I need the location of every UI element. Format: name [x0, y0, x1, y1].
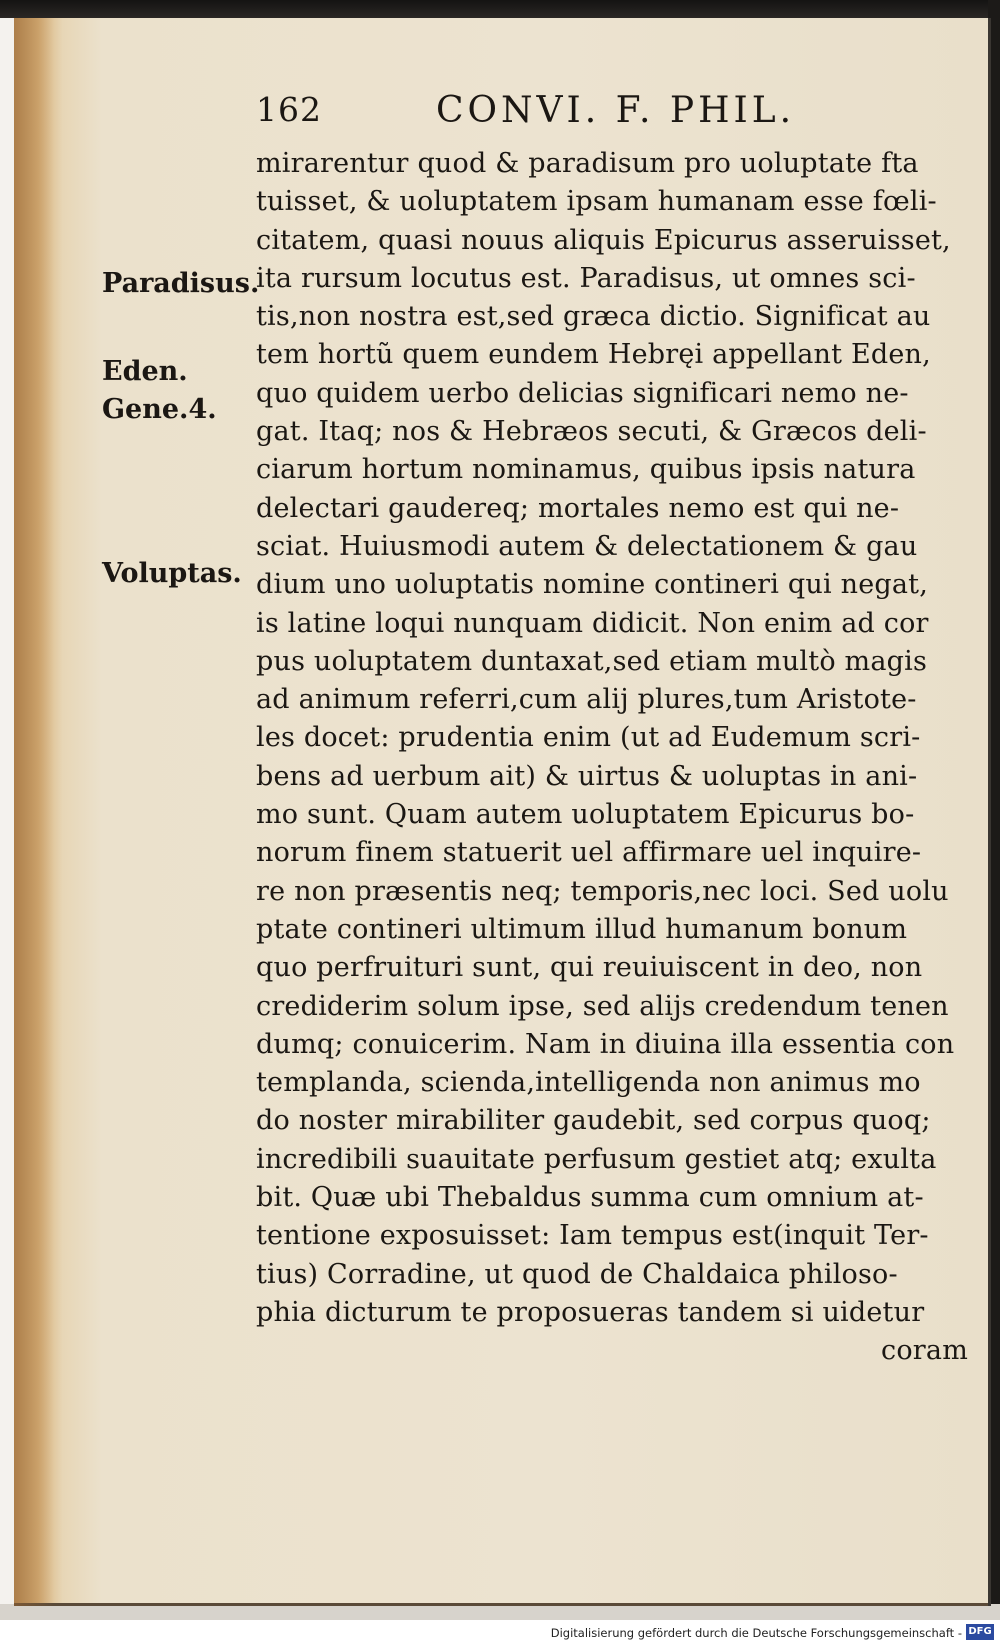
- running-head: CONVI. F. PHIL.: [436, 90, 796, 131]
- text-line: tem hortũ quem eundem Hebręi appellant Eden,: [256, 339, 931, 371]
- text-line: ciarum hortum nominamus, quibus ipsis natura: [256, 454, 916, 486]
- text-line: les docet: prudentia enim (ut ad Eudemum scri-: [256, 722, 921, 754]
- page-gutter: [14, 18, 54, 1606]
- page-number: 162: [256, 90, 322, 129]
- text-line: bens ad uerbum ait) & uirtus & uoluptas in ani-: [256, 760, 918, 792]
- marginal-note-voluptas: Voluptas.: [102, 558, 242, 589]
- text-line: tuisset, & uoluptatem ipsam humanam esse fœli-: [256, 186, 937, 218]
- text-line: citatem, quasi nouus aliquis Epicurus asseruisset,: [256, 224, 951, 256]
- text-line: bit. Quæ ubi Thebaldus summa cum omnium at-: [256, 1182, 924, 1214]
- text-line: tis,non nostra est,sed græca dictio. Significat au: [256, 301, 931, 333]
- text-line: is latine loqui nunquam didicit. Non enim ad cor: [256, 607, 929, 639]
- text-line: crediderim solum ipse, sed alijs credendum tenen: [256, 990, 949, 1022]
- scan-top-border: [0, 0, 1000, 18]
- digitization-footer: [0, 1620, 1000, 1647]
- text-line: mo sunt. Quam autem uoluptatem Epicurus bo-: [256, 799, 915, 831]
- text-line: ptate contineri ultimum illud humanum bonum: [256, 913, 908, 945]
- marginal-note-paradisus: Paradisus.: [102, 268, 260, 299]
- text-line: templanda, scienda,intelligenda non animus mo: [256, 1067, 921, 1099]
- body-text: [256, 145, 976, 1371]
- text-line: dumq; conuicerim. Nam in diuina illa essentia con: [256, 1028, 955, 1060]
- text-line: phia dicturum te proposueras tandem si uidetur: [256, 1296, 925, 1328]
- marginal-note-eden: Eden.: [102, 356, 188, 387]
- funding-credit: Digitalisierung gefördert durch die Deutsche Forschungsgemeinschaft -: [550, 1626, 962, 1640]
- text-line: quo perfruituri sunt, qui reuiuiscent in deo, non: [256, 952, 923, 984]
- text-line: incredibili suauitate perfusum gestiet atq; exulta: [256, 1143, 937, 1175]
- text-line: do noster mirabiliter gaudebit, sed corpus quoq;: [256, 1105, 931, 1137]
- text-line: dium uno uoluptatis nomine contineri qui negat,: [256, 569, 928, 601]
- text-line: ita rursum locutus est. Paradisus, ut omnes sci-: [256, 262, 916, 294]
- text-line: tentione exposuisset: Iam tempus est(inquit Ter-: [256, 1220, 929, 1252]
- dfg-logo-icon[interactable]: DFG: [966, 1624, 994, 1640]
- text-line: pus uoluptatem duntaxat,sed etiam multò magis: [256, 645, 928, 677]
- text-line: re non præsentis neq; temporis,nec loci. Sed uolu: [256, 875, 949, 907]
- marginal-note-gene: Gene.4.: [102, 394, 217, 425]
- text-line: quo quidem uerbo delicias significari nemo ne-: [256, 377, 909, 409]
- text-line: delectari gaudereq; mortales nemo est qui ne-: [256, 492, 900, 524]
- scan-bottom-border: [0, 1604, 1000, 1620]
- text-line: ad animum referri,cum alij plures,tum Aristote-: [256, 684, 917, 716]
- text-line: tius) Corradine, ut quod de Chaldaica philoso-: [256, 1258, 898, 1290]
- text-line: gat. Itaq; nos & Hebræos secuti, & Græcos deli-: [256, 416, 927, 448]
- text-line: norum finem statuerit uel affirmare uel inquire-: [256, 837, 922, 869]
- text-line: mirarentur quod & paradisum pro uoluptate fta: [256, 148, 919, 179]
- catchword: coram: [881, 1335, 968, 1367]
- page-header: [256, 90, 816, 144]
- text-line: sciat. Huiusmodi autem & delectationem & gau: [256, 530, 918, 562]
